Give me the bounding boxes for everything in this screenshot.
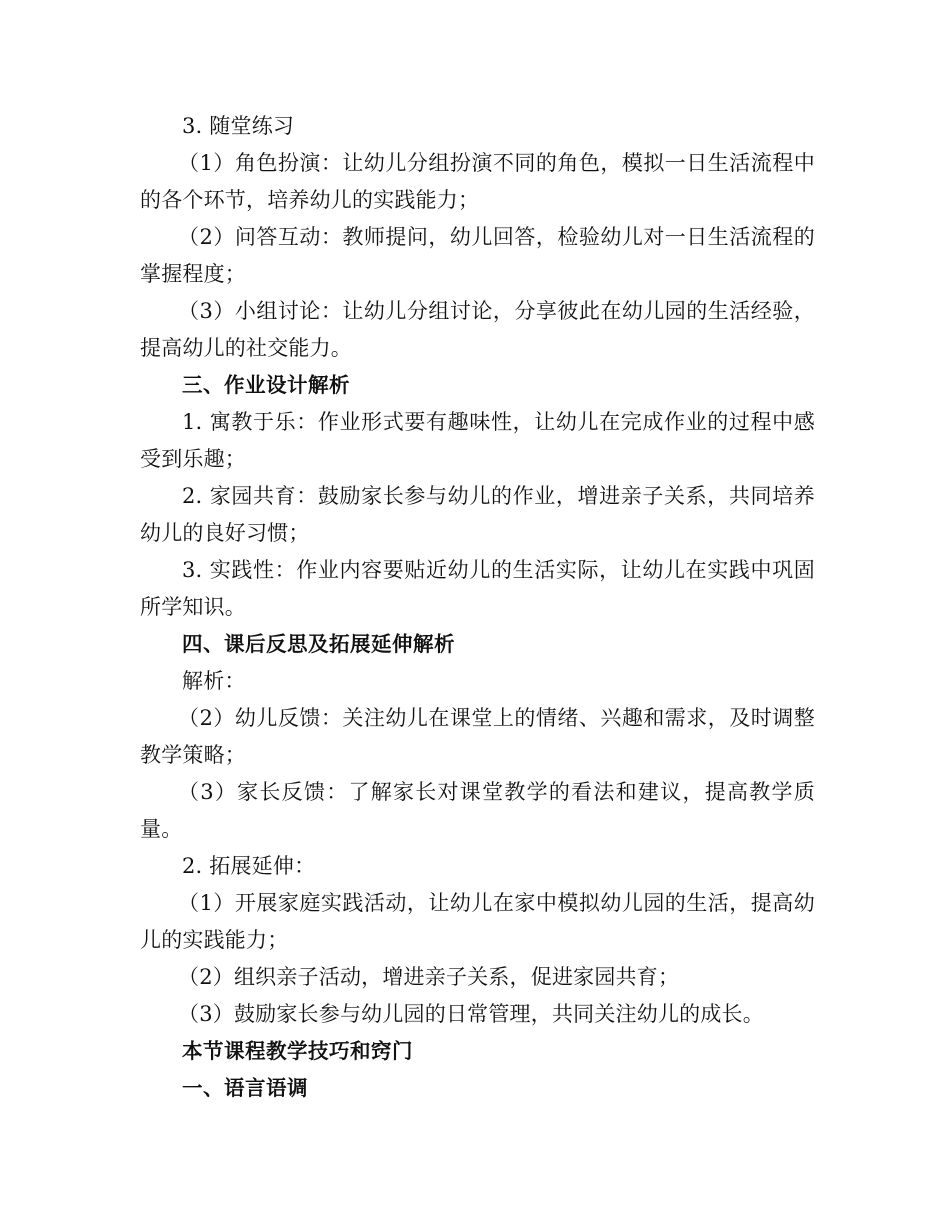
paragraph-group-discussion: （3）小组讨论：让幼儿分组讨论，分享彼此在幼儿园的生活经验，提高幼儿的社交能力。 — [140, 299, 815, 360]
section-heading-tips: 本节课程教学技巧和窍门 — [182, 1039, 413, 1063]
paragraph-parent-management: （3）鼓励家长参与幼儿园的日常管理，共同关注幼儿的成长。 — [178, 1002, 764, 1026]
paragraph-qa-interaction: （2）问答互动：教师提问，幼儿回答，检验幼儿对一日生活流程的掌握程度； — [140, 225, 815, 286]
paragraph-role-play: （1）角色扮演：让幼儿分组扮演不同的角色，模拟一日生活流程中的各个环节，培养幼儿的实践能力； — [140, 151, 815, 212]
paragraph-parent-child: （2）组织亲子活动，增进亲子关系，促进家园共育； — [178, 965, 680, 989]
paragraph-analysis-label: 解析： — [182, 669, 246, 693]
document-body — [140, 108, 815, 1107]
paragraph-home-school: 2. 家园共育：鼓励家长参与幼儿的作业，增进亲子关系，共同培养幼儿的良好习惯； — [140, 484, 815, 545]
paragraph-child-feedback: （2）幼儿反馈：关注幼儿在课堂上的情绪、兴趣和需求，及时调整教学策略； — [140, 706, 815, 767]
paragraph-practice-title: 3. 随堂练习 — [182, 114, 295, 138]
paragraph-extension-title: 2. 拓展延伸： — [182, 854, 316, 878]
paragraph-learning-fun: 1. 寓教于乐：作业形式要有趣味性，让幼儿在完成作业的过程中感受到乐趣； — [140, 410, 815, 471]
section-heading-homework: 三、作业设计解析 — [182, 373, 350, 397]
section-heading-language: 一、语言语调 — [182, 1076, 308, 1100]
paragraph-family-activity: （1）开展家庭实践活动，让幼儿在家中模拟幼儿园的生活，提高幼儿的实践能力； — [140, 891, 815, 952]
paragraph-practicality: 3. 实践性：作业内容要贴近幼儿的生活实际，让幼儿在实践中巩固所学知识。 — [140, 558, 815, 619]
section-heading-reflection: 四、课后反思及拓展延伸解析 — [182, 632, 455, 656]
paragraph-parent-feedback: （3）家长反馈：了解家长对课堂教学的看法和建议，提高教学质量。 — [140, 780, 815, 841]
